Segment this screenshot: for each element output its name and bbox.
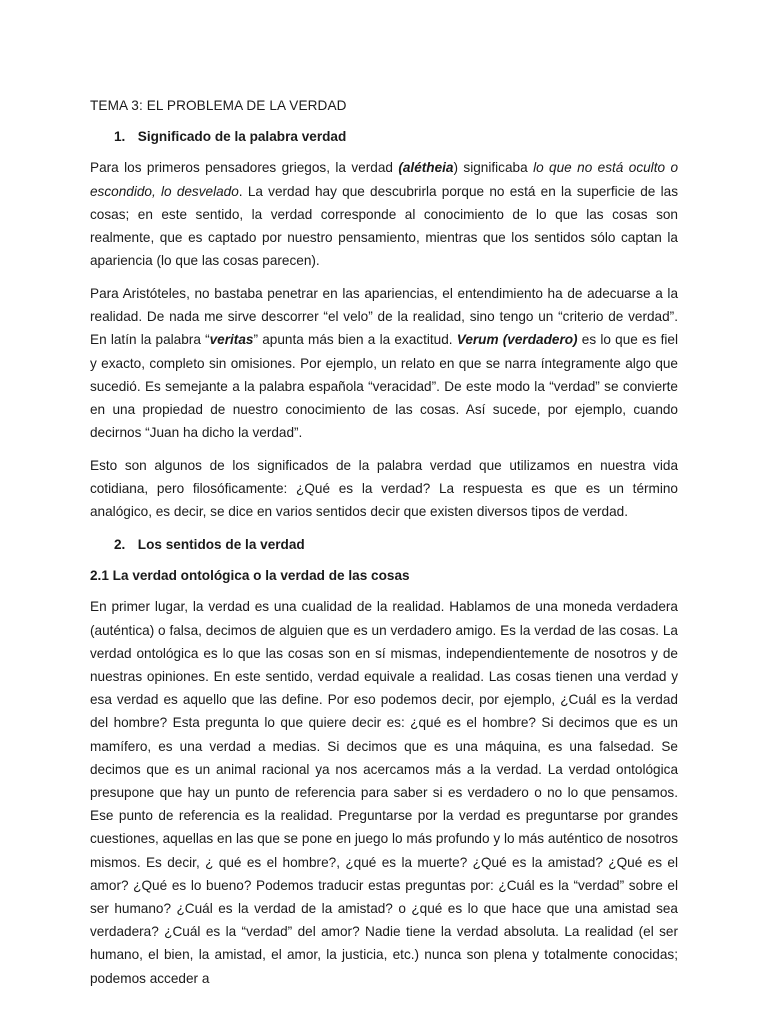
p2-text-1: Para Aristóteles, no bastaba penetrar en las apariencias, el entendimiento ha de adecuarse a la realidad. De nada me sirve descorrer “el velo” de la realidad, sino tengo un “criterio de verdad”. En latín la palabra “	[90, 285, 678, 348]
p2-text-3: es lo que es fiel y exacto, completo sin omisiones. Por ejemplo, un relato en que se narra íntegramente algo que sucedió. Es semejante a la palabra española “veracidad”. De este modo la “verdad” se convierte en una propiedad de nuestro conocimiento de las cosas. Así sucede, por ejemplo, cuando decirnos “Juan ha dicho la verdad”.	[90, 332, 678, 441]
paragraph-2	[90, 282, 678, 444]
subsection-heading-2-1: 2.1 La verdad ontológica o la verdad de las cosas	[90, 568, 410, 584]
paragraph-4: En primer lugar, la verdad es una cualidad de la realidad. Hablamos de una moneda verdadera (auténtica) o falsa, decimos de alguien que es un verdadero amigo. Es la verdad de las cosas. La verdad ontológica es lo que las cosas son en sí mismas, independientemente de nosotros y de nuestras opiniones. En este sentido, verdad equivale a realidad. Las cosas tienen una verdad y esa verdad es aquello que las define. Por eso podemos decir, por ejemplo, ¿Cuál es la verdad del hombre? Esta pregunta lo que quiere decir es: ¿qué es el hombre? Si decimos que es un mamífero, es una verdad a medias. Si decimos que es una máquina, es una falsedad. Se decimos que es un animal racional ya nos acercamos más a la verdad. La verdad ontológica presupone que hay un punto de referencia para saber si es verdadero o no lo que pensamos. Ese punto de referencia es la realidad. Preguntarse por la verdad es preguntarse por grandes cuestiones, aquellas en las que se pone en juego lo más profundo y lo más auténtico de nosotros mismos. Es decir, ¿ qué es el hombre?, ¿qué es la muerte? ¿Qué es la amistad? ¿Qué es el amor? ¿Qué es lo bueno? Podemos traducir estas preguntas por: ¿Cuál es la “verdad” sobre el ser humano? ¿Cuál es la verdad de la amistad? o ¿qué es lo que hace que una amistad sea verdadera? ¿Cuál es la “verdad” del amor? Nadie tiene la verdad absoluta. La realidad (el ser humano, el bien, la amistad, el amor, la justicia, etc.) nunca son plena y totalmente conocidas; podemos acceder a	[90, 599, 678, 986]
section-heading-1	[90, 125, 678, 148]
section-title-2: Los sentidos de la verdad	[137, 536, 305, 552]
p1-text-1: Para los primeros pensadores griegos, la verdad	[90, 160, 399, 176]
p1-text-2: ) significaba	[453, 160, 534, 176]
p1-term-aletheia: (alétheia	[398, 160, 454, 176]
p2-text-2: ” apunta más bien a la exactitud.	[253, 332, 457, 348]
paragraph-1	[90, 156, 678, 272]
document-title: TEMA 3: EL PROBLEMA DE LA VERDAD	[90, 98, 347, 113]
p2-term-verum: Verum (verdadero)	[456, 332, 578, 348]
section-title-1: Significado de la palabra verdad	[137, 129, 347, 145]
section-number-2: 2.	[114, 536, 126, 552]
p1-text-3: . La verdad hay que descubrirla porque no está en la superficie de las cosas; en este sentido, la verdad corresponde al conocimiento de lo que las cosas son realmente, que es captado por nuestro pensamiento, mientras que los sentidos sólo captan la apariencia (lo que las cosas parecen).	[90, 183, 678, 269]
paragraph-3: Esto son algunos de los significados de la palabra verdad que utilizamos en nuestra vida cotidiana, pero filosóficamente: ¿Qué es la verdad? La respuesta es que es un término analógico, es decir, se dice en varios sentidos decir que existen diversos tipos de verdad.	[90, 457, 678, 520]
section-heading-2	[90, 533, 678, 556]
p1-definition: lo que no está oculto o escondido, lo desvelado	[90, 160, 679, 199]
section-number-1: 1.	[114, 129, 126, 145]
document-body	[90, 94, 678, 999]
p2-term-veritas: veritas	[209, 332, 254, 348]
